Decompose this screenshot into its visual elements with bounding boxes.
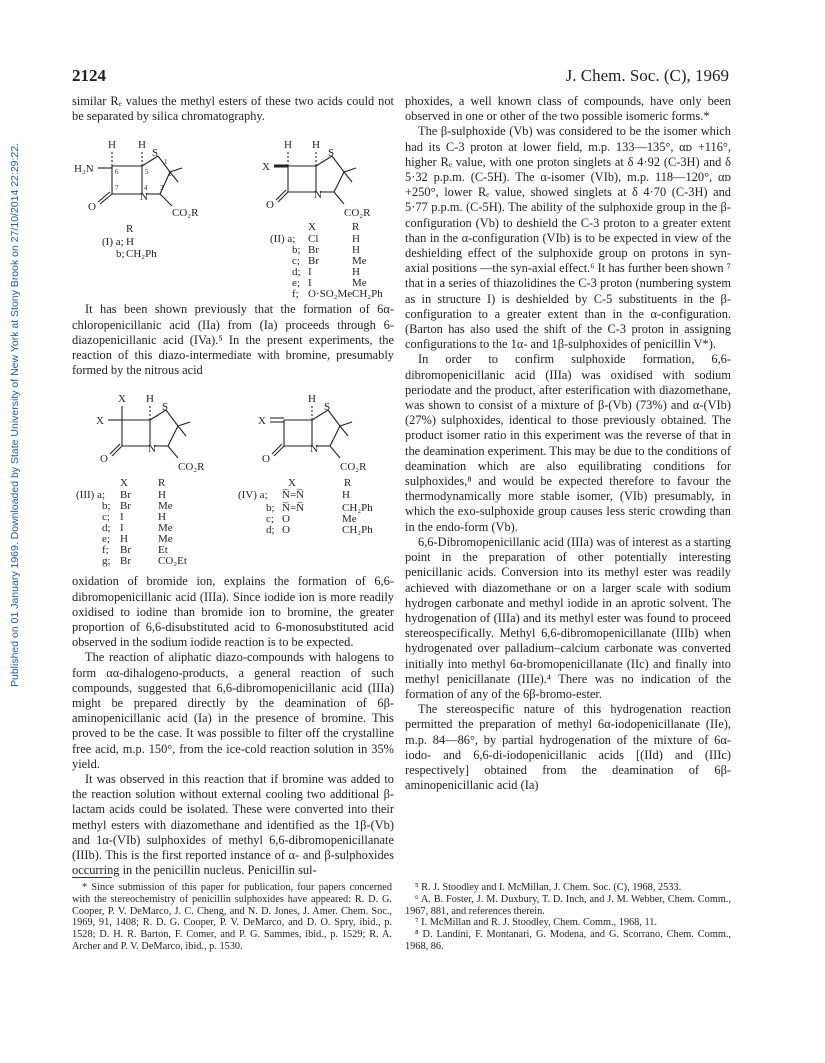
ring-number: 2 [168, 170, 172, 179]
paragraph: similar Rₑ values the methyl esters of these two acids could not be separated by silica chromatography. [72, 94, 394, 124]
paragraph: The reaction of aliphatic diazo-compounds with halogens to form αα-dihalogeno-products, a general reaction of such compounds, suggested that 6,6-dibromopenicillanic acid (IIIa) might be prepared directly by the deamination of 6β-aminopenicillanic acid (Ia) in the presence of bromine. This proved to be the case. It was possible to filter off the crystalline free acid, m.p. 150°, from the ice-cold reaction solution in 35% yield. [72, 650, 394, 771]
journal-name: J. Chem. Soc. (C), 1969 [565, 66, 729, 85]
ester-group: CO₂R [178, 461, 205, 474]
running-header [72, 66, 729, 90]
row-r: H [352, 233, 360, 246]
download-watermark [6, 142, 24, 688]
row-x: O·SO₂Me [308, 288, 353, 301]
ring-number: 3 [160, 184, 164, 193]
atom-h: H [138, 139, 146, 152]
table-head-r: R [158, 477, 166, 490]
atom-n: N [148, 443, 156, 456]
row-label: (II) a; [270, 233, 296, 246]
paragraph: The β-sulphoxide (Vb) was considered to be the isomer which had its C-3 proton at lower field, m.p. 133—135°, αᴅ +116°, higher Rₑ value, with one proton singlets at δ 4·92 (C-3H) and δ 5·32 p.p.m. (C-5H). The α-isomer (VIb), m.p. 118—120°, αᴅ +250°, lower Rₑ value, showed singlets at δ 4·70 (C-3H) and 5·77 p.p.m. (C-5H). The ability of the sulphoxide group in the β-configuration (Vb) to deshield the C-3 proton to a greater extent than in the α-configuration (VIb) is to be expected in view of the deshielding effect of the sulphoxide group on protons in syn-axial positions —the syn-axial effect.⁶ It has further been shown ⁷ that in a series of thiazolidines the C-3 proton (numbering system as in structure I) is deshielded by C-5 substituents in the β-configuration to a greater extent than in the α-configuration. (Barton has also used the shift of the C-3 proton in assigning configurations to the 1α- and 1β-sulphoxides of penicillin V*). [405, 124, 732, 352]
row-label: f; [102, 544, 109, 557]
structure-i-labels [74, 139, 199, 260]
atom-n: N [310, 443, 318, 456]
ring-number: 7 [115, 184, 119, 193]
row-r: H [158, 511, 166, 524]
row-r: Me [352, 255, 367, 268]
atom-x: X [118, 393, 126, 406]
atom-h: H [108, 139, 116, 152]
atom-n: N [140, 191, 148, 204]
table-head-r: R [344, 477, 352, 490]
substituent-x: X [262, 161, 270, 174]
row-label: c; [292, 255, 300, 268]
table-head-x: X [308, 221, 316, 234]
ester-group: CO₂R [172, 207, 199, 220]
row-r: Me [342, 513, 357, 526]
ring-number: 4 [144, 184, 148, 193]
row-label: g; [102, 555, 111, 568]
row-r: CH₂Ph [342, 502, 373, 515]
row-label: f; [292, 288, 299, 301]
footnote-divider [72, 877, 112, 878]
substituent-x: X [96, 415, 104, 428]
row-x: H [120, 533, 128, 546]
atom-s: S [324, 401, 331, 414]
row-label: d; [292, 266, 301, 279]
row-x: O [282, 513, 290, 526]
row-label: b; [266, 502, 275, 515]
row-x: Br [120, 555, 131, 568]
row-label: (III) a; [76, 489, 106, 502]
atom-h: H [312, 139, 320, 152]
table-head-r: R [352, 221, 360, 234]
footnote: * Since submission of this paper for publication, four papers concerned with the stereochemistry of penicillin sulphoxides have appeared: R. D. G. Cooper, P. V. DeMarco, J. C. Cheng, and N. D. Jones, J. Amer. Chem. Soc., 1969, 91, 1408; R. D. G. Cooper, P. V. DeMarco, and D. O. Spry, ibid., p. 1528; D. H. R. Barton, F. Comer, and P. G. Sammes, ibid., p. 1529; R. A. Archer and P. V. DeMarco, ibid., p. 1530. [72, 882, 392, 952]
row-x: I [120, 522, 124, 535]
atom-h: H [146, 393, 154, 406]
table-head-x: X [288, 477, 296, 490]
paragraph: In order to confirm sulphoxide formation, 6,6-dibromopenicillanic acid (IIIa) was oxidised with sodium periodate and the product, after esterification with diazomethane, was shown to consist of a mixture of β-(Vb) (73%) and α-(VIb) (27%) sulphoxides, identical to those previously obtained. The product isomer ratio in this experiment was the reverse of that in the deamination experiment. This may be due to the conditions of deamination which are also equilibrating conditions for sulphoxides,⁸ and would be expected therefore to favour the thermodynamically more stable isomer, (VIb) presumably, in which the exo-sulphoxide group causes less steric crowding than in the endo-form (Vb). [405, 352, 731, 534]
download-note: Published on 01 January 1969. Downloaded by State University of New York at Stony Brook on 27/10/2014 22:29:22. [9, 142, 21, 688]
structure-iii-labels [76, 393, 205, 567]
row-label: b; [116, 248, 125, 261]
footnotes-right [405, 882, 731, 953]
atom-s: S [162, 401, 169, 414]
ring-number: 6 [115, 168, 119, 177]
row-r: CH₂Ph [352, 288, 383, 301]
footnote: ⁷ I. McMillan and R. J. Stoodley, Chem. Comm., 1968, 11. [415, 917, 657, 929]
row-r: CH₂Ph [342, 524, 373, 537]
paragraph: The stereospecific nature of this hydrogenation reaction permitted the preparation of methyl 6α-iodopenicillanate (IIe), m.p. 84—86°, by partial hydrogenation of the mixture of 6α-iodo- and 6,6-di-iodopenicillanic acids [(IId) and (IIIc) respectively] obtained from the deamination of 6β-aminopenicillanic acid (Ia) [405, 702, 731, 793]
row-x: Cl [308, 233, 319, 246]
row-label: (IV) a; [238, 489, 268, 502]
row-r: CO₂Et [158, 555, 187, 568]
footnote: ⁵ R. J. Stoodley and I. McMillan, J. Chem. Soc. (C), 1968, 2533. [415, 882, 682, 893]
substituent-x: X [258, 415, 266, 428]
ester-group: CO₂R [344, 207, 371, 220]
row-x: N̅=N̅ [282, 489, 305, 502]
atom-o: O [262, 453, 270, 466]
footnotes-left [72, 882, 392, 953]
row-r: H [342, 489, 350, 502]
row-x: O [282, 524, 290, 537]
row-x: N̅=N̅ [282, 502, 305, 515]
row-r: Me [158, 522, 173, 535]
row-label: d; [102, 522, 111, 535]
paragraph: 6,6-Dibromopenicillanic acid (IIIa) was of interest as a starting point in the preparation of other potentially interesting penicillanic acids. Conversion into its methyl ester was readily achieved with diazomethane or on a larger scale with sodium hydrogen carbonate and methyl iodide in an aprotic solvent. The hydrogenation of (IIIa) and its methyl ester was found to proceed stereospecifically. Methyl 6,6-dibromopenicillanate (IIIb) when hydrogenated over palladium–calcium carbonate was converted initially into methyl 6α-bromopenicillanate (IIc) and finally into methyl penicillanate (IIIe).⁴ There was no indication of the formation of any of the 6β-bromo-ester. [405, 534, 731, 701]
structure-ii-labels [262, 139, 383, 300]
row-r: H [158, 489, 166, 502]
ester-group: CO₂R [340, 461, 367, 474]
left-column [72, 94, 394, 878]
row-x: I [308, 277, 312, 290]
row-label: c; [266, 513, 274, 526]
row-label: e; [292, 277, 300, 290]
substituent-h2n: H₂N [74, 163, 94, 176]
paragraph: It was observed in this reaction that if bromine was added to the reaction solution without external cooling two additional β-lactam acids could be isolated. These were converted into their methyl esters with diazomethane and identified as the 1β-(Vb) and 1α-(VIb) sulphoxides of methyl 6,6-dibromopenicillanate (IIIb). This is the first reported instance of α- and β-sulphoxides occurring in the penicillin nucleus. Penicillin sul- [72, 772, 394, 878]
structures-iii-iv [72, 382, 394, 570]
row-x: Br [120, 544, 131, 557]
row-label: c; [102, 511, 110, 524]
row-r: Me [158, 500, 173, 513]
row-label: d; [266, 524, 275, 537]
atom-o: O [88, 201, 96, 214]
table-head-r: R [126, 223, 134, 236]
row-x: Br [120, 500, 131, 513]
atom-s: S [328, 147, 335, 160]
structure-iv-labels [238, 393, 373, 536]
footnote: ⁸ D. Landini, F. Montanari, G. Modena, and G. Scorrano, Chem. Comm., 1968, 86. [405, 929, 731, 952]
right-column [405, 94, 731, 793]
row-r: H [352, 244, 360, 257]
row-label: (I) a; [102, 236, 124, 249]
ring-number: 5 [145, 168, 149, 177]
atom-s: S [152, 147, 159, 160]
table-head-x: X [120, 477, 128, 490]
row-r: Me [158, 533, 173, 546]
row-x: Br [120, 489, 131, 502]
row-label: b; [102, 500, 111, 513]
page-number: 2124 [72, 66, 106, 85]
footnote: ⁶ A. B. Foster, J. M. Duxbury, T. D. Inch, and J. M. Webber, Chem. Comm., 1967, 881, and references therein. [405, 893, 731, 917]
row-label: e; [102, 533, 110, 546]
paragraph: oxidation of bromide ion, explains the formation of 6,6-dibromopenicillanic acid (IIIa). Since iodide ion is more readily oxidised to iodine than bromide ion to bromine, the greater proportion of 6,6-disubstituted acid to 6-monosubstituted acid observed in the sodium iodide reaction is to be expected. [72, 574, 394, 650]
paragraph: phoxides, a well known class of compounds, have only been observed in one or other of the two possible isomeric forms.* [405, 94, 731, 124]
atom-h: H [308, 393, 316, 406]
row-x: Br [308, 244, 319, 257]
atom-o: O [266, 199, 274, 212]
structures-i-ii [72, 128, 394, 301]
atom-n: N [314, 189, 322, 202]
row-r: CH₂Ph [126, 248, 157, 261]
row-x: I [308, 266, 312, 279]
row-r: H [352, 266, 360, 279]
row-x: I [120, 511, 124, 524]
row-r: Me [352, 277, 367, 290]
atom-h: H [284, 139, 292, 152]
row-label: b; [292, 244, 301, 257]
row-x: Br [308, 255, 319, 268]
paragraph: It has been shown previously that the formation of 6α-chloropenicillanic acid (IIa) from (Ia) proceeds through 6-diazopenicillanic acid (IVa).⁵ In the present experiments, the reaction of this diazo-intermediate with bromine, presumably formed by the nitrous acid [72, 302, 394, 378]
row-r: Et [158, 544, 168, 557]
ring-number: 1 [164, 158, 168, 167]
row-r: H [126, 236, 134, 249]
atom-o: O [100, 453, 108, 466]
